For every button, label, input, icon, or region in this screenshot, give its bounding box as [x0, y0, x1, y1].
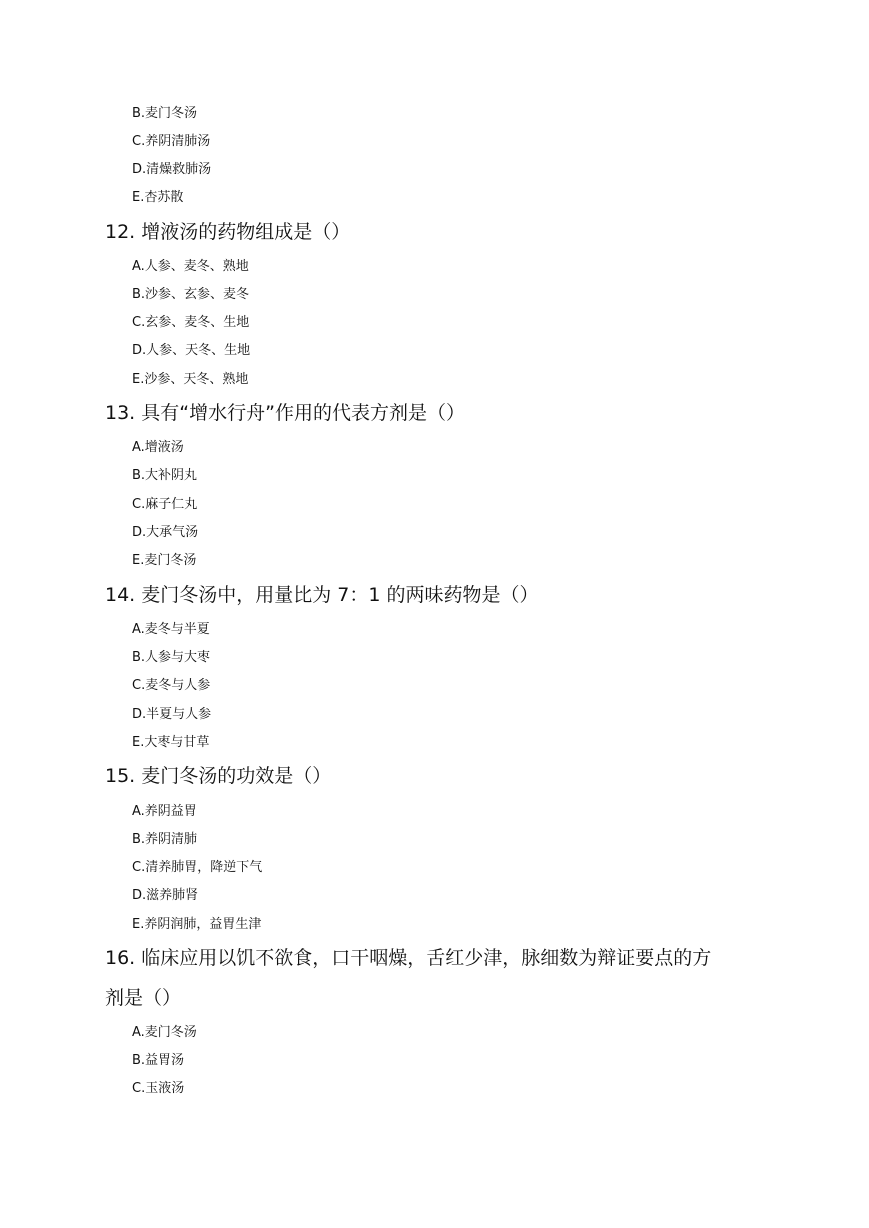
option-prev-b: B.麦门冬汤 [132, 106, 198, 121]
question-13-option-d: D.大承气汤 [132, 525, 199, 540]
question-15-option-d: D.滋养肺肾 [132, 888, 199, 903]
question-14-option-b: B.人参与大枣 [132, 650, 211, 665]
question-13-option-a: A.增液汤 [132, 440, 184, 455]
question-12-stem: 12. 增液汤的药物组成是（） [105, 221, 351, 243]
question-15-stem: 15. 麦门冬汤的功效是（） [105, 765, 332, 787]
question-13-option-c: C.麻子仁丸 [132, 497, 198, 512]
question-12-option-e: E.沙参、天冬、熟地 [132, 372, 249, 387]
question-16-stem-line2: 剂是（） [105, 987, 182, 1009]
question-12-option-a: A.人参、麦冬、熟地 [132, 259, 249, 274]
option-prev-e: E.杏苏散 [132, 190, 184, 205]
question-12-option-d: D.人参、天冬、生地 [132, 343, 251, 358]
question-16-stem-line1: 16. 临床应用以饥不欲食，口干咽燥，舌红少津，脉细数为辩证要点的方 [105, 947, 712, 969]
question-12-option-b: B.沙参、玄参、麦冬 [132, 287, 250, 302]
question-15-option-b: B.养阴清肺 [132, 832, 198, 847]
question-15-option-c: C.清养肺胃，降逆下气 [132, 860, 263, 875]
question-14-option-e: E.大枣与甘草 [132, 735, 210, 750]
option-prev-d: D.清燥救肺汤 [132, 162, 212, 177]
question-16-option-c: C.玉液汤 [132, 1081, 185, 1096]
question-14-option-c: C.麦冬与人参 [132, 678, 211, 693]
question-16-option-b: B.益胃汤 [132, 1053, 185, 1068]
option-prev-c: C.养阴清肺汤 [132, 134, 211, 149]
question-14-option-a: A.麦冬与半夏 [132, 622, 210, 637]
question-15-option-e: E.养阴润肺，益胃生津 [132, 917, 262, 932]
question-13-option-e: E.麦门冬汤 [132, 553, 197, 568]
question-14-option-d: D.半夏与人参 [132, 707, 212, 722]
question-16-option-a: A.麦门冬汤 [132, 1025, 197, 1040]
question-15-option-a: A.养阴益胃 [132, 804, 197, 819]
question-13-option-b: B.大补阴丸 [132, 468, 198, 483]
question-12-option-c: C.玄参、麦冬、生地 [132, 315, 250, 330]
question-13-stem: 13. 具有“增水行舟”作用的代表方剂是（） [105, 402, 465, 424]
question-14-stem: 14. 麦门冬汤中，用量比为 7：1 的两味药物是（） [105, 584, 539, 606]
